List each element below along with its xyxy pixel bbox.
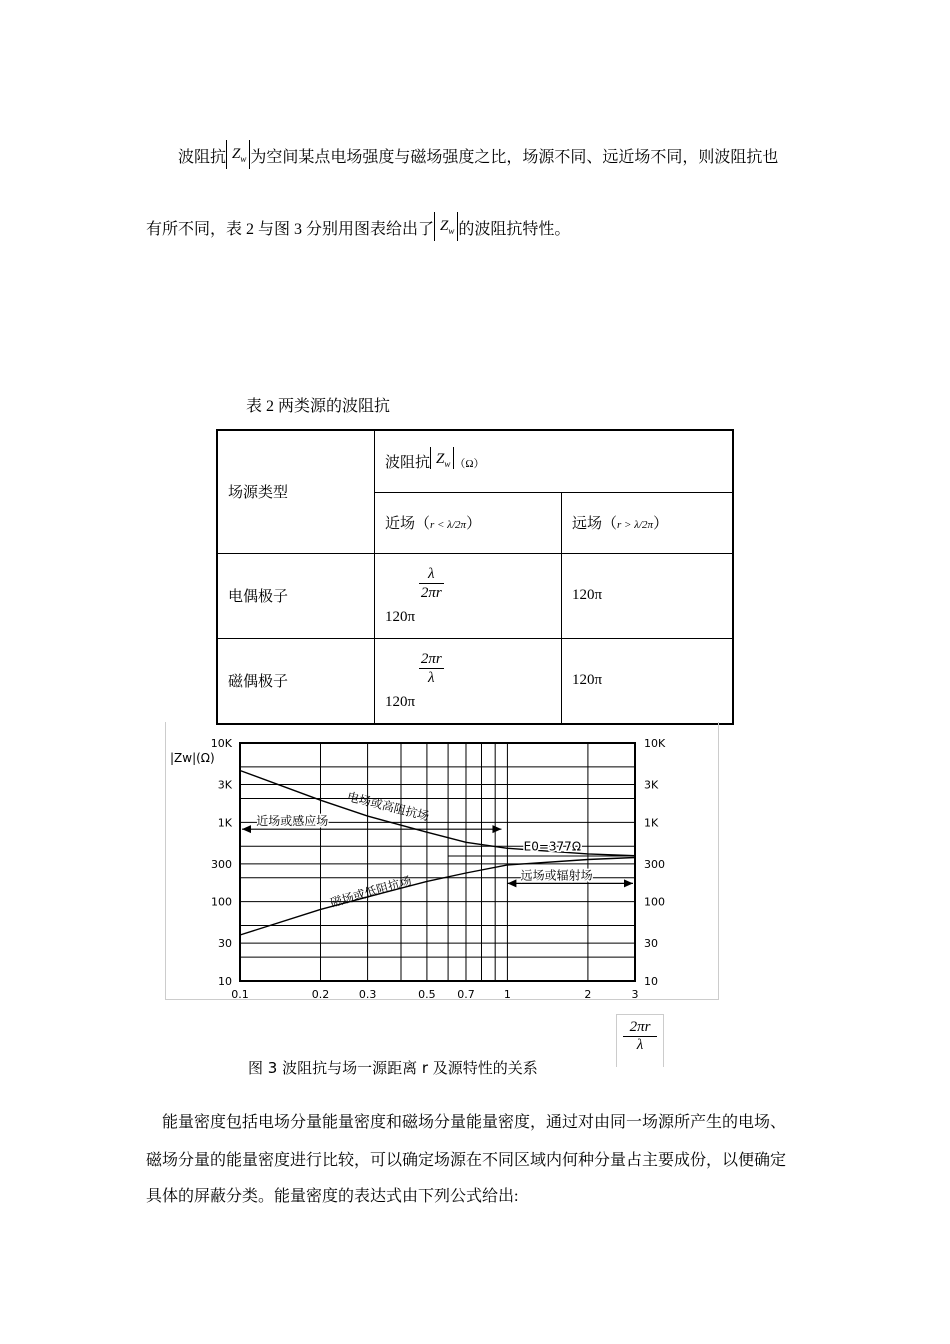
para2-line1: 能量密度包括电场分量能量密度和磁场分量能量密度，通过对由同一场源所产生的电场、 <box>162 1114 787 1131</box>
near-field-arrowhead <box>492 825 501 833</box>
row-far-value: 120π <box>562 553 734 638</box>
row-far-value: 120π <box>562 638 734 724</box>
y-tick-label-right: 1K <box>644 816 659 830</box>
para1-line1: 波阻抗 $Z_w$ 为空间某点电场强度与磁场强度之比，场源不同、远近场不同，则波阻抗也 <box>178 144 778 169</box>
plot-border <box>240 743 635 981</box>
header-near-field: 近场（r < λ/2π） <box>375 492 562 553</box>
y-tick-label-left: 30 <box>218 937 232 951</box>
para2-line3: 具体的屏蔽分类。能量密度的表达式由下列公式给出: <box>146 1188 519 1205</box>
y-tick-label-left: 100 <box>211 895 232 909</box>
far-field-arrowhead <box>624 879 633 887</box>
y-tick-label-right: 10 <box>644 975 658 988</box>
chart-xlabel: 2πr λ <box>616 1014 664 1067</box>
table-row <box>217 638 733 724</box>
y-tick-label-left: 3K <box>217 778 232 792</box>
y-tick-label-right: 10K <box>644 737 666 750</box>
x-tick-label: 0.5 <box>418 988 436 1001</box>
annotation-far-field: 远场或辐射场 <box>520 868 593 883</box>
x-tick-label: 0.3 <box>358 988 377 1001</box>
far-field-arrowhead <box>507 879 516 887</box>
x-tick-label: 0.7 <box>457 988 475 1001</box>
annotation-e0: E0=377Ω <box>523 839 582 854</box>
table-row <box>217 553 733 638</box>
x-tick-label: 2 <box>584 988 592 1001</box>
y-tick-label-right: 300 <box>644 857 665 871</box>
row-near-value: 120π $\frac{\lambda}{2\pi r}$ <box>375 553 562 638</box>
y-tick-label-left: 10 <box>218 975 232 988</box>
figure-caption: 图 3 波阻抗与场一源距离 r 及源特性的关系 <box>248 1059 538 1077</box>
row-type: 电偶极子 <box>217 553 375 638</box>
table-caption: 表 2 两类源的波阻抗 <box>246 398 391 415</box>
para1-line2: 有所不同，表 2 与图 3 分别用图表给出了 $Z_w$ 的波阻抗特性。 <box>146 216 570 241</box>
y-tick-label-right: 30 <box>644 937 658 951</box>
zw-symbol: $Z_w$ <box>434 216 458 241</box>
x-tick-label: 0.2 <box>311 988 330 1001</box>
y-tick-label-left: 300 <box>211 857 232 871</box>
zw-symbol: $Z_w$ <box>226 144 250 169</box>
x-tick-label: 0.1 <box>231 988 249 1001</box>
para2-line2: 磁场分量的能量密度进行比较，可以确定场源在不同区域内何种分量占主要成份，以便确定 <box>146 1152 787 1169</box>
series-label-1: 磁场或低阻抗场 <box>328 873 414 911</box>
header-source-type: 场源类型 <box>217 430 375 553</box>
impedance-chart <box>166 722 718 1012</box>
near-field-arrowhead <box>242 825 251 833</box>
y-tick-label-left: 1K <box>217 816 232 830</box>
row-type: 磁偶极子 <box>217 638 375 724</box>
y-tick-label-right: 3K <box>644 778 659 792</box>
header-far-field: 远场（r > λ/2π） <box>562 492 734 553</box>
series-label-0: 电场或高阻抗场 <box>345 789 431 824</box>
x-tick-label: 3 <box>631 988 639 1001</box>
chart-frame <box>165 722 719 1000</box>
header-impedance: 波阻抗 $Z_w$ （Ω） <box>375 430 734 492</box>
annotation-near-field: 近场或感应场 <box>256 814 329 829</box>
row-near-value: 120π $\frac{2\pi r}{\lambda}$ <box>375 638 562 724</box>
x-tick-label: 1 <box>503 988 511 1001</box>
y-tick-label-left: 10K <box>210 737 232 750</box>
y-axis-label: |Zw|(Ω) <box>170 751 215 765</box>
y-tick-label-right: 100 <box>644 895 665 909</box>
impedance-table <box>216 429 734 725</box>
